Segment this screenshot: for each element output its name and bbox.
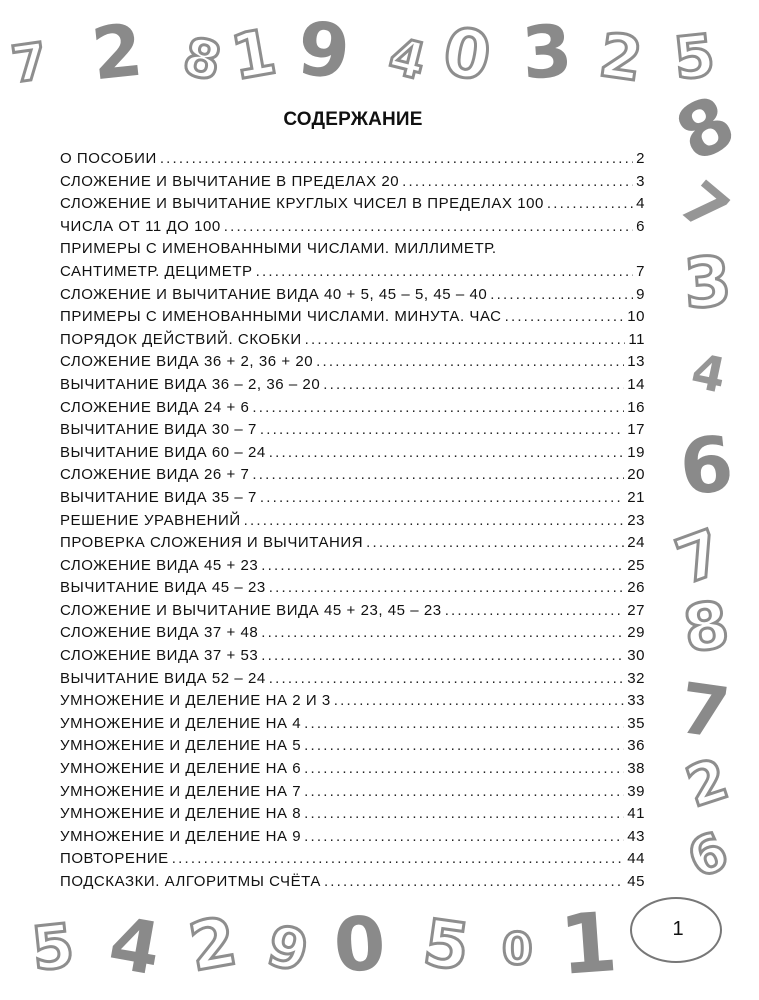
toc-entry-page: 41: [627, 805, 645, 823]
toc-entry-title: СЛОЖЕНИЕ ВИДА 36 + 2, 36 + 20: [60, 353, 314, 371]
toc-entry[interactable]: [60, 171, 645, 194]
toc-entry[interactable]: [60, 374, 645, 397]
dot-leader: [304, 713, 624, 736]
toc-entry-title: СЛОЖЕНИЕ ВИДА 45 + 23: [60, 556, 259, 574]
decor-digit: 6: [679, 821, 737, 891]
toc-entry-title: СЛОЖЕНИЕ И ВЫЧИТАНИЕ ВИДА 40 + 5, 45 – 5, 45 – 40: [60, 285, 488, 303]
toc-entry-title: ВЫЧИТАНИЕ ВИДА 60 – 24: [60, 443, 266, 461]
toc-entry[interactable]: [60, 351, 645, 374]
toc-entry-page: 25: [627, 556, 645, 574]
toc-entry-page: 26: [627, 579, 645, 597]
toc-entry-page: 30: [627, 647, 645, 665]
decor-digit: 5: [28, 911, 78, 985]
decor-digit: 4: [686, 343, 731, 405]
decor-digit: 4: [103, 900, 168, 992]
toc-entry-title: СЛОЖЕНИЕ ВИДА 26 + 7: [60, 466, 250, 484]
toc-entry[interactable]: [60, 735, 645, 758]
toc-entry-title: СЛОЖЕНИЕ ВИДА 24 + 6: [60, 398, 250, 416]
dot-leader: [269, 668, 624, 691]
toc-entry[interactable]: [60, 216, 645, 239]
toc-entry[interactable]: [60, 419, 645, 442]
toc-entry-title: СЛОЖЕНИЕ И ВЫЧИТАНИЕ В ПРЕДЕЛАХ 20: [60, 172, 400, 190]
toc-entry-title: ПОДСКАЗКИ. АЛГОРИТМЫ СЧЁТА: [60, 873, 321, 890]
decor-digit: 0: [331, 900, 389, 990]
toc-entry[interactable]: [60, 668, 645, 691]
toc-entry[interactable]: [60, 510, 645, 533]
dot-leader: [316, 351, 624, 374]
toc-entry-page: 27: [627, 601, 645, 619]
decor-digit: 5: [670, 21, 718, 93]
toc-entry[interactable]: [60, 148, 645, 171]
toc-entry-title: ВЫЧИТАНИЕ ВИДА 36 – 2, 36 – 20: [60, 375, 321, 393]
toc-entry-title: УМНОЖЕНИЕ И ДЕЛЕНИЕ НА 7: [60, 782, 302, 800]
dot-leader: [261, 622, 624, 645]
decor-digit: 5: [419, 906, 474, 986]
toc-entry[interactable]: [60, 577, 645, 600]
toc-entry-title: РЕШЕНИЕ УРАВНЕНИЙ: [60, 511, 241, 529]
toc-entry-page: 17: [627, 421, 645, 439]
dot-leader: [304, 735, 624, 758]
toc-entry[interactable]: [60, 329, 645, 352]
toc-entry-page: 10: [627, 308, 645, 326]
dot-leader: [261, 555, 624, 578]
decor-digit: 0: [437, 12, 497, 97]
toc-entry-title: СЛОЖЕНИЕ ВИДА 37 + 53: [60, 647, 259, 665]
toc-entry-title: СЛОЖЕНИЕ ВИДА 37 + 48: [60, 624, 259, 642]
dot-leader: [261, 645, 624, 668]
decor-digit: 7: [666, 167, 742, 247]
toc-entry-page: 23: [627, 511, 645, 529]
dot-leader: [260, 487, 624, 510]
toc-entry[interactable]: [60, 690, 645, 713]
page-number: 1: [672, 918, 684, 940]
toc-entry-page: 45: [627, 873, 645, 890]
toc-entry-title: ВЫЧИТАНИЕ ВИДА 45 – 23: [60, 579, 266, 597]
toc-entry[interactable]: [60, 306, 645, 329]
toc-entry-title: УМНОЖЕНИЕ И ДЕЛЕНИЕ НА 4: [60, 714, 302, 732]
toc-entry-title: ВЫЧИТАНИЕ ВИДА 30 – 7: [60, 421, 257, 439]
dot-leader: [252, 397, 624, 420]
dot-leader: [366, 532, 624, 555]
toc-entry-page: 33: [627, 692, 645, 710]
toc-entry-page: 29: [627, 624, 645, 642]
toc-entry[interactable]: [60, 645, 645, 668]
dot-leader: [304, 803, 624, 826]
toc-entry-title: ВЫЧИТАНИЕ ВИДА 52 – 24: [60, 669, 266, 687]
toc-entry[interactable]: [60, 238, 645, 283]
decor-digit: 8: [662, 78, 749, 180]
toc-entry[interactable]: [60, 464, 645, 487]
toc-entry-page: 32: [627, 669, 645, 687]
toc-entry-page: 21: [627, 488, 645, 506]
toc-entry-page: 43: [627, 827, 645, 845]
dot-leader: [269, 577, 624, 600]
dot-leader: [244, 510, 625, 533]
toc-entry-title: СЛОЖЕНИЕ И ВЫЧИТАНИЕ КРУГЛЫХ ЧИСЕЛ В ПРЕДЕЛАХ 100: [60, 195, 544, 213]
toc-entry-title: ПОРЯДОК ДЕЙСТВИЙ. СКОБКИ: [60, 330, 302, 348]
toc-entry-page: 38: [627, 760, 645, 778]
decor-digit: 7: [666, 514, 733, 599]
decor-digit: 8: [178, 26, 227, 94]
page-number-badge: [630, 897, 722, 963]
toc-entry[interactable]: [60, 397, 645, 420]
decor-digit: 2: [87, 7, 147, 97]
toc-entry[interactable]: [60, 555, 645, 578]
dot-leader: [256, 261, 633, 284]
dot-leader: [324, 871, 624, 894]
toc-entry-page: 4: [636, 195, 645, 213]
toc-entry-title: УМНОЖЕНИЕ И ДЕЛЕНИЕ НА 6: [60, 760, 302, 778]
dot-leader: [160, 148, 633, 171]
toc-entry-page: 6: [636, 217, 645, 235]
toc-entry[interactable]: [60, 532, 645, 555]
decor-digit: 2: [678, 746, 736, 821]
decor-digit: 1: [556, 895, 621, 994]
table-of-contents: [60, 148, 645, 894]
dot-leader: [252, 464, 624, 487]
toc-entry-title: ВЫЧИТАНИЕ ВИДА 35 – 7: [60, 488, 257, 506]
toc-entry-title: ПРОВЕРКА СЛОЖЕНИЯ И ВЫЧИТАНИЯ: [60, 534, 364, 552]
toc-entry-page: 36: [627, 737, 645, 755]
dot-leader: [547, 193, 633, 216]
toc-entry[interactable]: [60, 600, 645, 623]
toc-entry-page: 11: [628, 330, 645, 348]
dot-leader: [269, 442, 624, 465]
decor-digit: 3: [681, 242, 734, 325]
toc-entry[interactable]: [60, 781, 645, 804]
decor-digit: 9: [260, 913, 315, 986]
decor-digit: 6: [675, 418, 738, 513]
dot-leader: [490, 284, 633, 307]
dot-leader: [304, 826, 624, 849]
toc-entry-title: ПОВТОРЕНИЕ: [60, 850, 169, 868]
decor-digit: 3: [519, 8, 575, 96]
decor-digit: 9: [293, 5, 354, 97]
toc-entry[interactable]: [60, 622, 645, 645]
toc-entry-page: 2: [636, 150, 645, 167]
dot-leader: [334, 690, 624, 713]
toc-entry-title-continued: САНТИМЕТР. ДЕЦИМЕТР: [60, 262, 253, 280]
toc-entry-page: 20: [627, 466, 645, 484]
toc-entry-title: УМНОЖЕНИЕ И ДЕЛЕНИЕ НА 2 И 3: [60, 692, 331, 710]
toc-entry[interactable]: [60, 442, 645, 465]
dot-leader: [172, 848, 624, 871]
dot-leader: [505, 306, 625, 329]
toc-entry-page: 3: [636, 172, 645, 190]
toc-entry-title: ЧИСЛА ОТ 11 ДО 100: [60, 217, 221, 235]
toc-entry[interactable]: [60, 871, 645, 894]
decor-digit: 7: [674, 667, 735, 755]
dot-leader: [323, 374, 624, 397]
toc-entry-page: 24: [627, 534, 645, 552]
toc-entry[interactable]: [60, 193, 645, 216]
toc-entry[interactable]: [60, 487, 645, 510]
toc-entry[interactable]: [60, 826, 645, 849]
dot-leader: [445, 600, 625, 623]
toc-entry-title: ПРИМЕРЫ С ИМЕНОВАННЫМИ ЧИСЛАМИ. МИЛЛИМЕТР.: [60, 240, 497, 258]
toc-entry-page: 39: [627, 782, 645, 800]
toc-entry-title: УМНОЖЕНИЕ И ДЕЛЕНИЕ НА 5: [60, 737, 302, 755]
toc-entry[interactable]: [60, 848, 645, 871]
decor-digit: 1: [225, 14, 282, 95]
toc-entry[interactable]: [60, 284, 645, 307]
toc-entry-page: 35: [627, 714, 645, 732]
decor-digit: 7: [8, 31, 51, 95]
decor-digit: 2: [183, 902, 243, 987]
toc-entry-title: О ПОСОБИИ: [60, 150, 157, 167]
dot-leader: [260, 419, 624, 442]
toc-entry-page: 13: [627, 353, 645, 371]
decor-digit: 2: [595, 20, 647, 96]
toc-entry-title: ПРИМЕРЫ С ИМЕНОВАННЫМИ ЧИСЛАМИ. МИНУТА. ЧАС: [60, 308, 502, 326]
toc-entry-page: 7: [636, 262, 645, 280]
toc-entry[interactable]: [60, 758, 645, 781]
toc-entry-title: УМНОЖЕНИЕ И ДЕЛЕНИЕ НА 8: [60, 805, 302, 823]
toc-entry[interactable]: [60, 803, 645, 826]
dot-leader: [304, 758, 624, 781]
dot-leader: [304, 781, 624, 804]
toc-entry-page: 16: [627, 398, 645, 416]
toc-entry-title: УМНОЖЕНИЕ И ДЕЛЕНИЕ НА 9: [60, 827, 302, 845]
toc-entry[interactable]: [60, 713, 645, 736]
toc-entry-page: 19: [627, 443, 645, 461]
dot-leader: [224, 216, 633, 239]
dot-leader: [402, 171, 633, 194]
decor-digit: 0: [502, 924, 533, 975]
decor-digit: 8: [679, 588, 734, 668]
toc-entry-page: 14: [627, 375, 645, 393]
dot-leader: [305, 329, 626, 352]
toc-entry-title: СЛОЖЕНИЕ И ВЫЧИТАНИЕ ВИДА 45 + 23, 45 – 23: [60, 601, 442, 619]
decor-digit: 4: [383, 26, 432, 92]
page-title: СОДЕРЖАНИЕ: [283, 109, 423, 130]
toc-entry-page: 44: [627, 850, 645, 868]
toc-entry-page: 9: [636, 285, 645, 303]
